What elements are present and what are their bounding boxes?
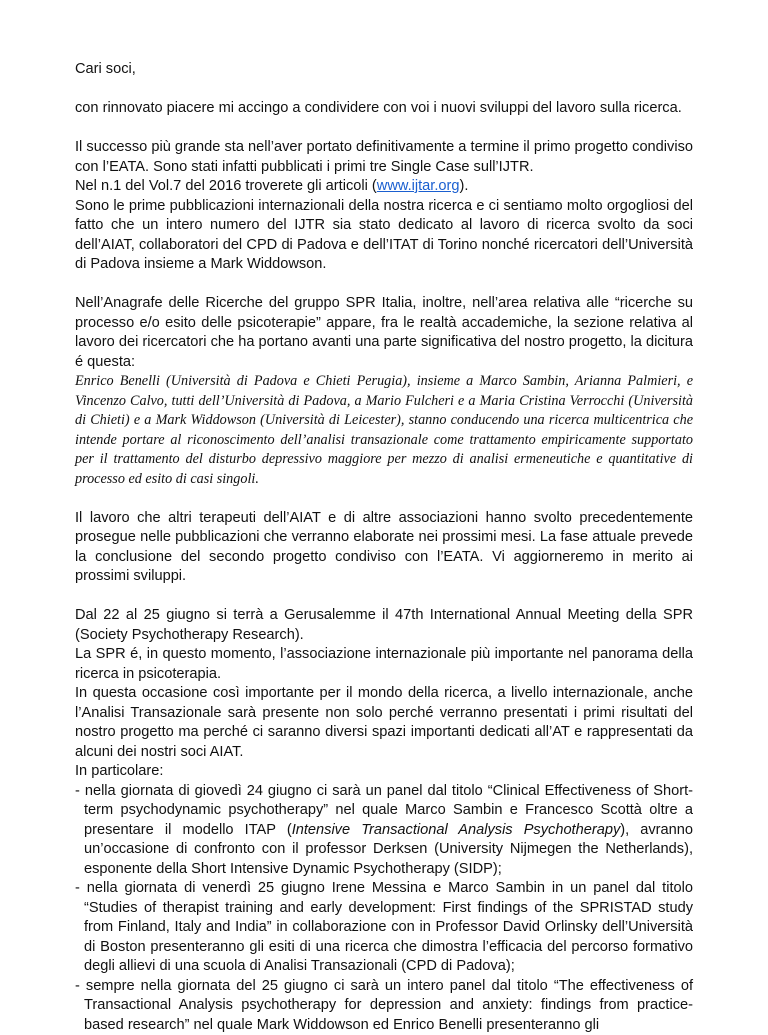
intro-paragraph: con rinnovato piacere mi accingo a condividere con voi i nuovi sviluppi del lavoro sulla ricerca. xyxy=(75,99,693,119)
salutation: Cari soci, xyxy=(75,60,693,80)
issue-line-end: ). xyxy=(460,178,469,194)
publications-paragraph: Sono le prime pubblicazioni internazionali della nostra ricerca e ci sentiamo molto orgogliosi del fatto che un intero numero del IJTR sia stato dedicato al lavoro di ricerca svolto da soci dell’AIAT, collaboratori del CPD di Padova e dell’ITAT di Torino nonché ricercatori dell’Università di Padova insieme a Mark Widdowson. xyxy=(75,197,693,275)
in-particular-label: In particolare: xyxy=(75,762,693,782)
meeting-paragraph: Dal 22 al 25 giugno si terrà a Gerusalemme il 47th International Annual Meeting della SPR (Society Psychotherapy Research). xyxy=(75,606,693,645)
occasion-paragraph: In questa occasione così importante per il mondo della ricerca, a livello internazionale, anche l’Analisi Transazionale sarà presente non solo perché verranno presentati i primi risultati del nostro progetto ma perché ci saranno diversi spazi importanti dedicati all’AT e rappresentati da alcuni dei nostri soci AIAT. xyxy=(75,684,693,762)
success-paragraph: Il successo più grande sta nell’aver portato definitivamente a termine il primo progetto condiviso con l’EATA. Sono stati infatti pubblicati i primi tre Single Case sull’IJTR. xyxy=(75,138,693,177)
bullet-1-itap-title: Intensive Transactional Analysis Psychotherapy xyxy=(292,822,621,838)
issue-line-text: Nel n.1 del Vol.7 del 2016 troverete gli articoli ( xyxy=(75,178,377,194)
bullet-1-text-end: ), avranno un’occasione di confronto con il professor Derksen (University Nijmegen the Netherlands), esponente della Short Intensive Dynamic Psychotherapy (SIDP); xyxy=(84,822,693,877)
ijtar-link[interactable]: www.ijtar.org xyxy=(377,178,460,194)
bullet-item-panel-25-ta: - sempre nella giornata del 25 giugno ci sarà un intero panel dal titolo “The effectiveness of Transactional Analysis psychotherapy for depression and anxiety: findings from practice-based research” nel quale Mark Widdowson ed Enrico Benelli presenteranno gli xyxy=(75,977,693,1035)
registry-paragraph: Nell’Anagrafe delle Ricerche del gruppo SPR Italia, inoltre, nell’area relativa alle “ricerche su processo e/o esito delle psicoterapie” appare, fra le realtà accademiche, la sezione relativa al lavoro dei ricercatori che ha portano avanti una parte significativa del nostro progetto, la dicitura é questa: xyxy=(75,294,693,372)
registry-quote: Enrico Benelli (Università di Padova e Chieti Perugia), insieme a Marco Sambin, Arianna Palmieri, e Vincenzo Calvo, tutti dell’Università di Padova, a Mario Fulcheri e a Maria Cristina Verrocchi (Università di Chieti) e a Mark Widdowson (Università di Leicester), stanno conducendo una ricerca multicentrica che intende portare al riconoscimento dell’analisi transazionale come trattamento empiricamente supportato per il trattamento del disturbo depressivo maggiore per mezzo di analisi ermeneutiche e quantitative di processo ed esito di casi singoli. xyxy=(75,372,693,489)
spr-paragraph: La SPR é, in questo momento, l’associazione internazionale più importante nel panorama della ricerca in psicoterapia. xyxy=(75,645,693,684)
bullet-item-panel-24 xyxy=(75,782,693,880)
continuation-paragraph: Il lavoro che altri terapeuti dell’AIAT e di altre associazioni hanno svolto precedentemente prosegue nelle pubblicazioni che verranno elaborate nei prossimi mesi. La fase attuale prevede la conclusione del secondo progetto condiviso con l’EATA. Vi aggiorneremo in merito ai prossimi sviluppi. xyxy=(75,509,693,587)
bullet-1-text: - nella giornata di giovedì 24 giugno ci sarà un panel dal titolo “Clinical Effectiveness of Short-term psychodynamic psychotherapy” nel quale Marco Sambin e Francesco Scottà oltre a presentare il modello ITAP ( xyxy=(75,783,693,838)
issue-line xyxy=(75,177,693,197)
bullet-item-panel-25: - nella giornata di venerdì 25 giugno Irene Messina e Marco Sambin in un panel dal titolo “Studies of therapist training and early development: First findings of the SPRISTAD study from Finland, Italy and India” in collaborazione con in Professor David Orlinsky dell’Università di Boston presenteranno gli esiti di una ricerca che dimostra l’efficacia del percorso formativo degli allievi di una scuola di Analisi Transazionali (CPD di Padova); xyxy=(75,879,693,977)
